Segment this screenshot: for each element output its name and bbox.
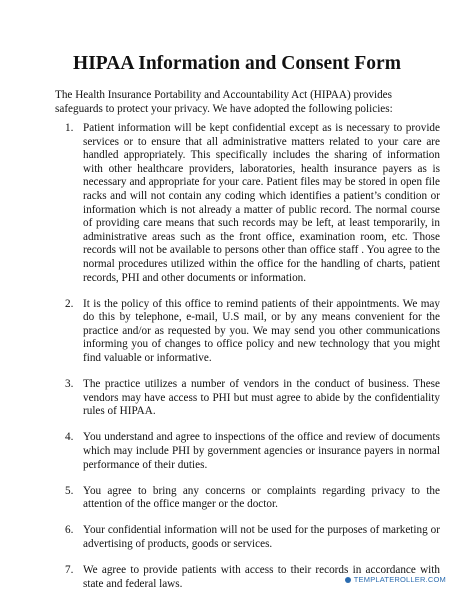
footer-brand[interactable] <box>345 575 446 584</box>
policy-text: Your confidential information will not be used for the purposes of marketing or advertising of products, goods or services. <box>83 524 440 550</box>
policy-list <box>55 122 440 604</box>
policy-item-3 <box>55 378 440 419</box>
templateroller-logo-icon <box>345 577 351 583</box>
policy-number: 5. <box>65 484 74 497</box>
policy-text: You agree to bring any concerns or complaints regarding privacy to the attention of the office manger or the doctor. <box>83 484 440 511</box>
policy-number: 2. <box>65 297 74 310</box>
policy-text: You understand and agree to inspections of the office and review of documents which may include PHI by government agencies or insurance payers in normal performance of their duties. <box>83 431 440 471</box>
policy-item-6 <box>55 524 440 551</box>
page-title: HIPAA Information and Consent Form <box>73 53 401 74</box>
policy-number: 4. <box>65 431 74 444</box>
policy-number: 1. <box>65 122 74 134</box>
policy-item-2 <box>55 298 440 366</box>
policy-text: Patient information will be kept confidential except as is necessary to provide services or to ensure that all administrative matters related to your care are handled appropriately. This specifically includes the sharing of information with other healthcare providers, laboratories, health insurance payers as is necessary and appropriate for your care. Patient files may be stored in open file racks and will not contain any coding which identifies a patient’s condition or information which is not already a matter of public record. The normal course of providing care means that such records may be left, at least temporarily, in administrative areas such as the front office, examination room, etc. Those records will not be available to persons other than office staff . You agree to the normal procedures utilized within the office for the handling of charts, patient records, PHI and other documents or information. <box>83 122 440 284</box>
policy-item-5 <box>55 485 440 512</box>
policy-number: 6. <box>65 524 74 537</box>
policy-text: We agree to provide patients with access to their records in accordance with state and federal laws. <box>83 564 440 590</box>
policy-text: The practice utilizes a number of vendors in the conduct of business. These vendors may have access to PHI but must agree to abide by the confidentiality rules of HIPAA. <box>83 378 440 418</box>
policy-item-1 <box>55 122 440 285</box>
policy-number: 3. <box>65 378 74 391</box>
policy-text: It is the policy of this office to remind patients of their appointments. We may do this by telephone, e-mail, U.S mail, or by any means convenient for the practice and/or as requested by you. We may send you other communications informing you of changes to office policy and new technology that you might find valuable or informative. <box>83 297 440 364</box>
intro-paragraph: The Health Insurance Portability and Accountability Act (HIPAA) provides safeguards to protect your privacy. We have adopted the following policies: <box>55 89 393 115</box>
policy-number: 7. <box>65 564 74 577</box>
footer-brand-label: TEMPLATEROLLER.COM <box>353 575 446 584</box>
policy-item-4 <box>55 431 440 472</box>
